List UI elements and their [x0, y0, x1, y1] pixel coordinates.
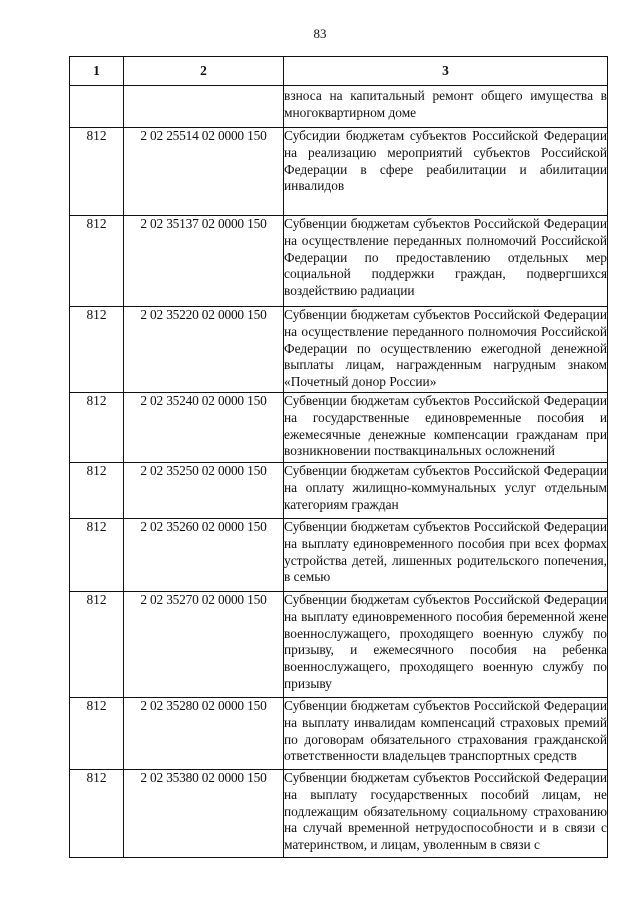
header-col-1: 1: [70, 57, 124, 86]
kbk-code-cell: 2 02 35380 02 0000 150: [124, 770, 284, 858]
page-number: 83: [313, 26, 327, 41]
description-cell: Субвенции бюджетам субъектов Российской Федерации на оплату жилищно-коммунальных услуг отдельным категориям граждан: [284, 463, 608, 519]
header-col-3: 3: [284, 57, 608, 86]
admin-code-cell: 812: [70, 519, 124, 592]
description-cell: Субвенции бюджетам субъектов Российской Федерации на выплату государственных пособий лицам, не подлежащим обязательному социальному страхованию на случай временной нетрудоспособности и в связи с материнством, и лицам, уволенным в связи с: [284, 770, 608, 858]
admin-code-cell: [70, 86, 124, 128]
table-row: [70, 393, 608, 463]
table-row: [70, 307, 608, 393]
admin-code-cell: 812: [70, 698, 124, 770]
admin-code-cell: 812: [70, 307, 124, 393]
kbk-code-cell: 2 02 35137 02 0000 150: [124, 216, 284, 307]
description-cell: Субвенции бюджетам субъектов Российской Федерации на выплату единовременного пособия беременной жене военнослужащего, проходящего военную службу по призыву, и ежемесячного пособия на ребенка военнослужащего, проходящего военную службу по призыву: [284, 592, 608, 698]
table-row: [70, 592, 608, 698]
description-cell: Субвенции бюджетам субъектов Российской Федерации на осуществление переданного полномочия Российской Федерации по осуществлению ежегодной денежной выплаты лицам, награжденным нагрудным знаком «Почетный донор России»: [284, 307, 608, 393]
admin-code-cell: 812: [70, 770, 124, 858]
admin-code-cell: 812: [70, 128, 124, 216]
table-row: [70, 128, 608, 216]
table-header-row: [70, 57, 608, 86]
kbk-code-cell: 2 02 35270 02 0000 150: [124, 592, 284, 698]
budget-revenue-table: [69, 56, 608, 858]
table-row: [70, 216, 608, 307]
description-cell: Субвенции бюджетам субъектов Российской Федерации на государственные единовременные пособия и ежемесячные денежные компенсации гражданам при возникновении поствакцинальных осложнений: [284, 393, 608, 463]
admin-code-cell: 812: [70, 216, 124, 307]
table-row: [70, 770, 608, 858]
table-row: [70, 519, 608, 592]
kbk-code-cell: 2 02 35280 02 0000 150: [124, 698, 284, 770]
description-cell: Субсидии бюджетам субъектов Российской Федерации на реализацию мероприятий субъектов Российской Федерации в сфере реабилитации и абилитации инвалидов: [284, 128, 608, 216]
table-row: [70, 463, 608, 519]
header-col-2: 2: [124, 57, 284, 86]
kbk-code-cell: [124, 86, 284, 128]
kbk-code-cell: 2 02 35250 02 0000 150: [124, 463, 284, 519]
description-cell: Субвенции бюджетам субъектов Российской Федерации на выплату единовременного пособия при всех формах устройства детей, лишенных родительского попечения, в семью: [284, 519, 608, 592]
table-row: [70, 86, 608, 128]
admin-code-cell: 812: [70, 592, 124, 698]
kbk-code-cell: 2 02 25514 02 0000 150: [124, 128, 284, 216]
kbk-code-cell: 2 02 35240 02 0000 150: [124, 393, 284, 463]
table-row: [70, 698, 608, 770]
description-cell: Субвенции бюджетам субъектов Российской Федерации на осуществление переданных полномочий Российской Федерации по предоставлению отдельных мер социальной поддержки граждан, подвергшихся воздействию радиации: [284, 216, 608, 307]
description-cell: взноса на капитальный ремонт общего имущества в многоквартирном доме: [284, 86, 608, 128]
kbk-code-cell: 2 02 35220 02 0000 150: [124, 307, 284, 393]
admin-code-cell: 812: [70, 393, 124, 463]
admin-code-cell: 812: [70, 463, 124, 519]
kbk-code-cell: 2 02 35260 02 0000 150: [124, 519, 284, 592]
description-cell: Субвенции бюджетам субъектов Российской Федерации на выплату инвалидам компенсаций страховых премий по договорам обязательного страхования гражданской ответственности владельцев транспортных средств: [284, 698, 608, 770]
